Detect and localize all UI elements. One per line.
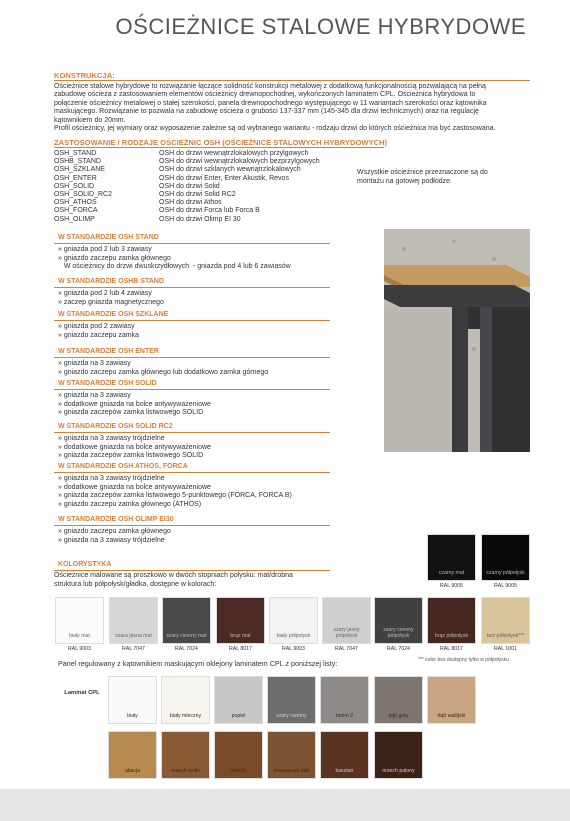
zastosowanie-divider <box>54 147 384 148</box>
standard-item: » dodatkowe gniazda na bolce antywyważeniowe <box>58 483 211 491</box>
standard-heading: W STANDARDZIE OSH STAND <box>58 234 159 241</box>
page-header <box>0 0 570 62</box>
konstrukcja-heading: KONSTRUKCJA: <box>54 71 115 80</box>
ral-code: RAL 7047 <box>335 646 358 652</box>
standard-item: » gniazda na 3 zawiasy <box>58 392 131 399</box>
color-swatch-label: czarny mat <box>438 570 465 576</box>
konstrukcja-line: maskującego. Rozwiązanie to pozwala na zabudowę ościeża o grubości 137-337 mm (145-345 dla drzwi technicznych) oraz na regulację <box>54 108 479 116</box>
osh-code: OSH_OLIMP <box>54 215 95 223</box>
konstrukcja-line: zabudowę ościeża z zastosowaniem elementów ościeżnicy drewnopochodnej, wykończonych laminatem CPL. Ościeżnica hybrydowa to <box>54 91 476 99</box>
kolorystyka-divider <box>54 570 330 571</box>
laminate-swatch <box>161 676 210 724</box>
color-swatch-label: szary jasny półpołysk <box>333 627 360 639</box>
ral-code: RAL 8017 <box>229 646 252 652</box>
color-swatch <box>481 534 530 581</box>
osh-code: OSH_SOLID_RC2 <box>54 191 112 199</box>
color-swatch <box>55 597 104 644</box>
standard-items <box>58 392 211 418</box>
laminate-label: biały mleczny <box>169 713 202 720</box>
color-swatch-label: szary ciemny mat <box>166 633 207 639</box>
ral-code: RAL 9005 <box>494 583 517 589</box>
color-swatch-label: beż półpołysk*** <box>486 633 525 639</box>
laminate-swatch <box>427 676 476 724</box>
laminat-label: Laminat CPL <box>64 690 100 696</box>
color-swatch <box>374 597 423 644</box>
osh-desc: OSH do drzwi Solid RC2 <box>159 191 236 199</box>
standard-divider <box>54 243 330 244</box>
ral-code: RAL 9003 <box>68 646 91 652</box>
standard-item: » gniazdo zaczepu zamka <box>58 331 139 339</box>
standard-items <box>58 246 291 272</box>
standard-items <box>58 435 211 461</box>
laminate-label: dąb wallijski <box>437 713 466 720</box>
osh-note-line: Wszystkie ościeżnice przeznaczone są do <box>357 169 488 176</box>
ral-code: RAL 7024 <box>175 646 198 652</box>
standard-item: » gniazda pod 2 lub 3 zawiasy <box>58 246 152 253</box>
standard-item: » gniazda na 3 zawiasy trójdzielne <box>58 536 165 544</box>
standard-item: » gniazda zaczepów zamka listwowego 5-punktowego (FORCA, FORCA B) <box>58 492 292 500</box>
standard-divider <box>54 320 330 321</box>
ral-code: RAL 7047 <box>122 646 145 652</box>
standard-items <box>58 475 292 509</box>
color-swatch-label: szary ciemny półpołysk <box>383 627 414 639</box>
laminate-swatch <box>161 731 210 779</box>
standard-item: » gniazdo zaczepu zamka głównego <box>58 254 171 262</box>
laminate-label: kasztan <box>335 768 354 775</box>
color-swatch <box>427 597 476 644</box>
standard-heading: W STANDARDZIE OSH ENTER <box>58 348 159 355</box>
osh-note-line: montażu na gotowej podłodze. <box>357 177 452 185</box>
color-swatch-label: brąz półpołysk <box>434 633 469 639</box>
standard-divider <box>54 525 330 526</box>
osh-desc: OSH do drzwi wewnątrzlokalowych bezprzylgowych <box>159 158 320 166</box>
standard-item: » gniazda na 3 zawiasy <box>58 360 131 367</box>
color-swatch-label: biały półpołysk <box>276 633 311 639</box>
standard-items <box>58 360 268 377</box>
laminate-label: orzech <box>230 768 247 775</box>
konstrukcja-line: połączenie ościeżnicy metalowej o stałej szerokości, panela drewnopochodnego występującego w 11 wariantach szerokości oraz kątownika <box>54 99 487 107</box>
page-title: OŚCIEŻNICE STALOWE HYBRYDOWE <box>115 14 526 39</box>
color-swatch <box>216 597 265 644</box>
osh-code: OSH_STAND <box>54 150 97 157</box>
konstrukcja-line: Profil ościeżnicy, jej wymiary oraz wyposażenie zależne są od wybranego wariantu - rodzaju drzwi do których ościeżnica ma być zastosowana. <box>54 125 496 133</box>
standard-items <box>58 290 164 307</box>
frame-illustration <box>384 229 530 452</box>
osh-note <box>357 169 488 186</box>
laminate-label: szary ciemny <box>276 713 307 720</box>
standard-item: » gniazda zaczepów zamka listwowego SOLID <box>58 452 204 460</box>
color-swatch <box>322 597 371 644</box>
osh-desc: OSH do drzwi Enter, Enter Akustik, Revos <box>159 174 289 182</box>
standard-item: » gniazdo zaczepu zamka głównego <box>58 528 171 535</box>
laminat-intro: Panel regulowany z kątownikiem maskującym oklejony laminatem CPL z poniższej listy: <box>58 659 338 668</box>
laminate-label: biały <box>127 713 138 720</box>
osh-code: OSH_FORCA <box>54 207 98 215</box>
color-swatch <box>109 597 158 644</box>
laminate-swatch <box>267 676 316 724</box>
ral-code: RAL 8017 <box>440 646 463 652</box>
laminate-swatch <box>320 731 369 779</box>
osh-code: OSH_ENTER <box>54 174 97 182</box>
color-swatch-label: biały mat <box>69 633 90 639</box>
color-swatch <box>481 597 530 644</box>
laminate-swatch <box>374 676 423 724</box>
ral-code: RAL 1001 <box>494 646 517 652</box>
color-swatch-label: brąz mat <box>230 633 251 639</box>
standard-item: » gniazda na 3 zawiasy trójdzielne <box>58 435 165 442</box>
color-swatch-label: szara jasna mat <box>115 633 152 639</box>
color-swatch <box>427 534 476 581</box>
osh-desc: OSH do drzwi szklanych wewnątrzlokalowych <box>159 166 301 174</box>
color-swatch-label: czarny półpołysk <box>486 570 525 576</box>
ral-code: RAL 9005 <box>440 583 463 589</box>
osh-desc: OSH do drzwi Solid <box>159 182 220 190</box>
laminate-swatch <box>320 676 369 724</box>
laminate-swatch <box>267 731 316 779</box>
laminate-label: beton 2 <box>335 713 354 720</box>
kolorystyka-heading: KOLORYSTYKA <box>58 561 112 568</box>
laminate-swatch <box>108 676 157 724</box>
zastosowanie-heading: ZASTOSOWANIE / RODZAJE OŚCIEŻNIC OSH (OŚCIEŻNICE STALOWYCH HYBRYDOWYCH) <box>54 138 388 147</box>
standard-item: » gniazda zaczepów zamka listwowego SOLID <box>58 409 204 417</box>
ral-code: RAL 9003 <box>282 646 305 652</box>
ral-code: RAL 7024 <box>387 646 410 652</box>
laminate-label: mozaikowy dąb <box>273 768 310 775</box>
konstrukcja-paragraph <box>54 83 530 133</box>
standard-divider <box>54 472 330 473</box>
footer-band <box>0 789 570 821</box>
standard-heading: W STANDARDZIE OSH SZKLANE <box>58 311 169 318</box>
laminate-swatch <box>108 731 157 779</box>
konstrukcja-line: Ościeżnice stalowe hybrydowe to rozwiązanie łączące solidność konstrukcji metalowej z dodatkową funkcjonalnością pozwalającą na pełną <box>54 83 486 90</box>
standard-item: » gniazdo zaczepu zamka głównego lub dodatkowo zamka górnego <box>58 368 269 376</box>
laminate-label: orzech celtic <box>171 768 200 775</box>
standard-item: » dodatkowe gniazda na bolce antywyważeniowe <box>58 400 211 408</box>
standard-item: » gniazda na 3 zawiasy trójdzielne <box>58 475 165 482</box>
laminate-label: akacja <box>125 768 140 775</box>
standard-divider <box>54 389 330 390</box>
frame-photo <box>384 229 530 452</box>
kolorystyka-footnote: *** kolor beż dostępny tylko w półpołysku <box>418 657 509 663</box>
standard-heading: W STANDARDZIE OSH ATHOS, FORCA <box>58 463 188 470</box>
standard-divider <box>54 287 330 288</box>
standard-item: W ościeżnicy do drzwi dwuskrzydłowych - gniazda pod 4 lub 6 zawiasów <box>58 263 291 271</box>
laminate-label: popiel <box>231 713 246 720</box>
standard-items <box>58 528 171 545</box>
standard-item: » gniazdo zaczepu zamka głównego (ATHOS) <box>58 500 202 508</box>
osh-desc: OSH do drzwi Forca lub Forca B <box>159 207 260 215</box>
standard-heading: W STANDARDZIE OSH SOLID <box>58 380 157 387</box>
konstrukcja-line: kątownikiem do 20mm. <box>54 116 126 124</box>
standard-divider <box>54 357 330 358</box>
laminate-swatch <box>214 731 263 779</box>
osh-code: OSH_SOLID <box>54 182 95 190</box>
standard-item: » gniazda pod 2 lub 4 zawiasy <box>58 290 152 297</box>
kolorystyka-line: Ościeżnice malowane są proszkowo w dwóch stopniach połysku: mat/drobna <box>54 572 293 579</box>
osh-code: OSH_ATHOS <box>54 199 97 207</box>
osh-desc: OSH do drzwi Olimp EI 30 <box>159 215 241 223</box>
standard-item: » dodatkowe gniazda na bolce antywyważeniowe <box>58 443 211 451</box>
osh-descriptions <box>159 150 320 224</box>
standard-heading: W STANDARDZIE OSHB STAND <box>58 278 164 285</box>
standard-heading: W STANDARDZIE OSH SOLID RC2 <box>58 423 173 430</box>
osh-code: OSHB_STAND <box>54 158 101 166</box>
standard-items <box>58 323 139 340</box>
kolorystyka-text <box>54 572 344 589</box>
standard-divider <box>54 432 330 433</box>
konstrukcja-divider <box>54 80 530 81</box>
osh-desc: OSH do drzwi Athos <box>159 199 222 207</box>
laminate-swatch <box>214 676 263 724</box>
osh-desc: OSH do drzwi wewnątrzlokalowych przylgowych <box>159 150 309 157</box>
standard-item: » zaczep gniazda magnetycznego <box>58 298 164 306</box>
standard-heading: W STANDARDZIE OSH OLIMP EI30 <box>58 516 174 523</box>
kolorystyka-line: struktura lub półpołysk/gładka, dostępne w kolorach: <box>54 580 217 588</box>
osh-codes <box>54 150 112 224</box>
laminate-label: dąb grey <box>388 713 409 720</box>
laminate-label: orzech palony <box>382 768 415 775</box>
standard-item: » gniazda pod 2 zawiasy <box>58 323 135 330</box>
laminate-swatch <box>374 731 423 779</box>
color-swatch <box>162 597 211 644</box>
color-swatch <box>269 597 318 644</box>
osh-code: OSH_SZKLANE <box>54 166 105 174</box>
